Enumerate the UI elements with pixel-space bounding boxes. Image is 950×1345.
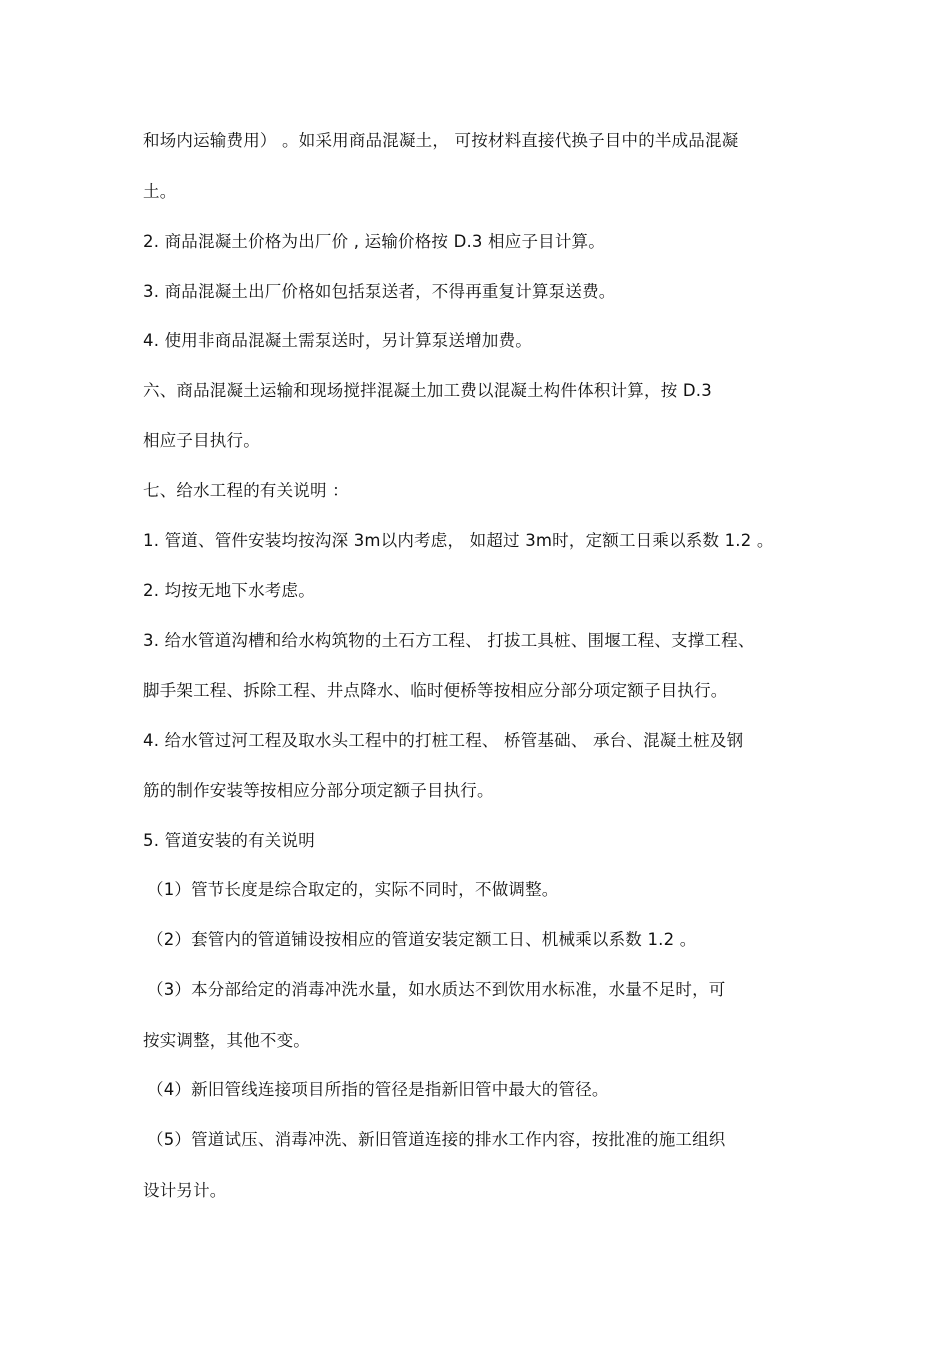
text-line: （5）管道试压、消毒冲洗、新旧管道连接的排水工作内容，按批准的施工组织: [147, 1130, 726, 1149]
text-line: 3. 给水管道沟槽和给水构筑物的土石方工程、 打拔工具桩、围堰工程、支撑工程、: [143, 631, 755, 650]
text-line: 按实调整，其他不变。: [143, 1031, 310, 1050]
text-line: 筋的制作安装等按相应分部分项定额子目执行。: [143, 781, 494, 800]
text-line: （3）本分部给定的消毒冲洗水量，如水质达不到饮用水标准，水量不足时，可: [147, 980, 726, 999]
text-line: 2. 商品混凝土价格为出厂价 , 运输价格按 D.3 相应子目计算。: [143, 232, 605, 251]
text-line: 2. 均按无地下水考虑。: [143, 581, 315, 600]
text-line: 4. 使用非商品混凝土需泵送时，另计算泵送增加费。: [143, 331, 532, 350]
text-line: （4）新旧管线连接项目所指的管径是指新旧管中最大的管径。: [147, 1080, 609, 1099]
text-line: 3. 商品混凝土出厂价格如包括泵送者，不得再重复计算泵送费。: [143, 282, 616, 301]
text-line: 相应子目执行。: [143, 431, 260, 450]
text-line: 1. 管道、管件安装均按沟深 3m以内考虑， 如超过 3m时，定额工日乘以系数 1.2 。: [143, 531, 774, 550]
text-line: （1）管节长度是综合取定的，实际不同时，不做调整。: [147, 880, 559, 899]
text-line: （2）套管内的管道铺设按相应的管道安装定额工日、机械乘以系数 1.2 。: [147, 930, 697, 949]
text-line: 六、商品混凝土运输和现场搅拌混凝土加工费以混凝土构件体积计算，按 D.3: [143, 381, 712, 400]
text-line: 七、给水工程的有关说明 ：: [143, 481, 349, 500]
text-line: 设计另计。: [143, 1181, 227, 1200]
text-line: 土。: [143, 182, 177, 201]
text-line: 5. 管道安装的有关说明: [143, 831, 315, 850]
text-line: 脚手架工程、拆除工程、井点降水、临时便桥等按相应分部分项定额子目执行。: [143, 681, 728, 700]
text-line: 4. 给水管过河工程及取水头工程中的打桩工程、 桥管基础、 承台、混凝土桩及钢: [143, 731, 744, 750]
text-line: 和场内运输费用） 。如采用商品混凝土， 可按材料直接代换子目中的半成品混凝: [143, 131, 739, 150]
